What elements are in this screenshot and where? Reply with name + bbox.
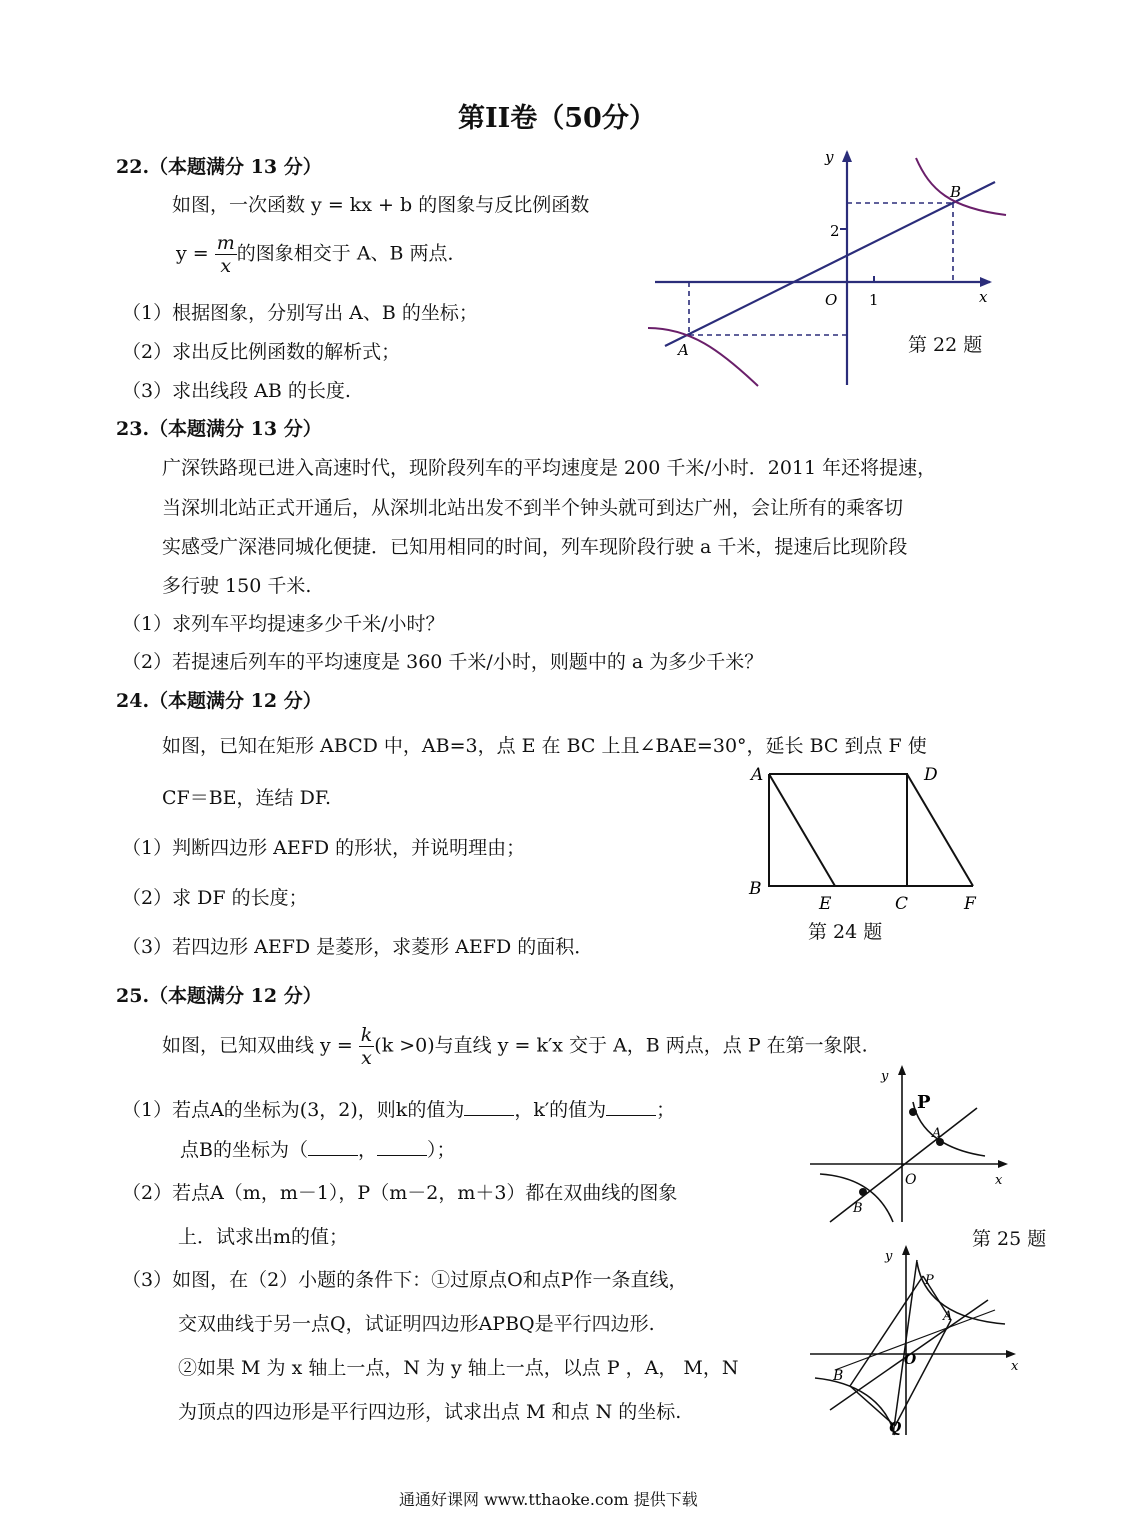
q25-frac-den: x <box>361 1047 372 1069</box>
q22-intro-a: 如图，一次函数 y = kx + b 的图象与反比例函数 <box>172 194 590 216</box>
b-x-answer-blank[interactable] <box>308 1141 358 1156</box>
q22-item-1: （1）根据图象，分别写出 A、B 的坐标； <box>122 302 478 324</box>
q22-label-x: x <box>979 288 988 306</box>
q24-label-f: F <box>964 894 976 914</box>
q23-item-1: （1）求列车平均提速多少千米/小时？ <box>122 613 445 635</box>
q22-caption: 第 22 题 <box>908 334 983 356</box>
page-title: 第II卷（50分） <box>458 103 656 134</box>
q24-label-a: A <box>751 765 764 785</box>
q25-f1-point-b <box>859 1188 867 1196</box>
q22-frac-den: x <box>220 255 232 277</box>
q22-label-1: 1 <box>869 291 879 309</box>
q24-line-1: 如图，已知在矩形 ABCD 中，AB=3，点 E 在 BC 上且∠BAE=30°，延长 BC 到点 F 使 <box>162 735 927 757</box>
q23-line-2: 当深圳北站正式开通后，从深圳北站出发不到半个钟头就可到达广州，会让所有的乘客切 <box>162 497 904 519</box>
q25-item-1-line-1 <box>122 1095 675 1122</box>
q23-item-2: （2）若提速后列车的平均速度是 360 千米/小时，则题中的 a 为多少千米？ <box>122 651 764 673</box>
q24-item-1: （1）判断四边形 AEFD 的形状，并说明理由； <box>122 837 526 859</box>
q25-f1-label-a: A <box>932 1126 942 1141</box>
q25-intro-pre: 如图，已知双曲线 y = <box>162 1034 353 1057</box>
q22-frac-num: m <box>216 232 235 254</box>
q23-line-4: 多行驶 150 千米. <box>162 575 312 597</box>
q24-item-2: （2）求 DF 的长度； <box>122 887 308 909</box>
q24-heading: 24.（本题满分 12 分） <box>116 690 322 712</box>
q25-f2-hyperbola-branch-1 <box>917 1262 1005 1324</box>
q22-label-2: 2 <box>830 222 840 240</box>
q24-rect-abcd <box>769 774 907 886</box>
q24-figure <box>740 760 990 920</box>
q25-item-1-line-2 <box>180 1135 456 1162</box>
q22-label-b: B <box>950 183 962 201</box>
q22-intro-b-pre: y = <box>176 242 209 265</box>
b-y-answer-blank[interactable] <box>377 1141 427 1156</box>
q25-item-1d: 点B的坐标为（ <box>180 1139 308 1161</box>
q22-label-a: A <box>678 341 689 359</box>
q25-f1-label-b: B <box>853 1201 863 1216</box>
q25-item-3-line-4: 为顶点的四边形是平行四边形，试求出点 M 和点 N 的坐标. <box>178 1401 682 1423</box>
q22-heading: 22.（本题满分 13 分） <box>116 156 322 178</box>
q25-item-1a: （1）若点A的坐标为(3，2)，则k的值为 <box>122 1099 465 1121</box>
k-answer-blank[interactable] <box>464 1101 514 1116</box>
q22-linear-graph <box>665 182 995 346</box>
q25-figure-1 <box>805 1062 1020 1230</box>
q25-frac-num: k <box>360 1024 373 1046</box>
q22-intro-b <box>176 232 467 277</box>
q24-label-c: C <box>895 894 909 914</box>
q23-line-1: 广深铁路现已进入高速时代，现阶段列车的平均速度是 200 千米/小时．2011 年还将提速， <box>162 457 937 479</box>
q25-item-3-line-3: ②如果 M 为 x 轴上一点，N 为 y 轴上一点，以点 P ，A， M，N <box>178 1357 739 1379</box>
q25-f2-label-q: Q <box>889 1420 902 1436</box>
q24-label-b: B <box>749 879 762 899</box>
q25-f2-label-y: y <box>885 1249 893 1264</box>
q25-intro <box>162 1024 868 1069</box>
q25-item-1e: ， <box>357 1139 377 1161</box>
q22-label-o: O <box>825 291 838 309</box>
q22-x-arrow <box>980 277 992 287</box>
q22-hyperbola-branch-2 <box>648 328 758 386</box>
q22-y-arrow <box>842 150 852 162</box>
q25-f1-label-p: P <box>917 1092 931 1113</box>
q25-f2-line-aq <box>895 1320 951 1426</box>
q24-segment-ae <box>769 774 835 886</box>
q25-f2-hyperbola-branch-2 <box>815 1378 895 1435</box>
q25-fraction <box>359 1024 375 1069</box>
q25-item-1b: ，k′的值为 <box>514 1099 607 1121</box>
k-prime-answer-blank[interactable] <box>606 1101 656 1116</box>
q25-caption: 第 25 题 <box>972 1228 1047 1250</box>
q24-label-d: D <box>924 765 938 785</box>
q23-heading: 23.（本题满分 13 分） <box>116 418 322 440</box>
q25-figure-2 <box>805 1240 1030 1440</box>
q24-item-3: （3）若四边形 AEFD 是菱形，求菱形 AEFD 的面积． <box>122 936 594 958</box>
q22-fraction <box>215 232 237 277</box>
q25-f1-label-o: O <box>905 1172 917 1188</box>
q24-caption: 第 24 题 <box>808 921 883 943</box>
q24-segment-df <box>907 774 973 886</box>
q24-line-2: CF＝BE，连结 DF. <box>162 787 332 809</box>
q25-item-1f: ）； <box>426 1139 456 1161</box>
q25-f2-label-p: P <box>925 1273 934 1288</box>
q25-f2-line-pb <box>850 1276 923 1386</box>
q25-item-3-line-2: 交双曲线于另一点Q，试证明四边形APBQ是平行四边形. <box>178 1313 655 1335</box>
q25-f2-label-b: B <box>833 1368 844 1384</box>
q25-f1-point-p <box>909 1108 917 1116</box>
q25-f2-label-o: O <box>904 1352 917 1368</box>
q25-f2-label-a: A <box>943 1309 953 1324</box>
q22-item-3: （3）求出线段 AB 的长度. <box>122 380 351 402</box>
q22-label-y: y <box>825 148 834 166</box>
q25-heading: 25.（本题满分 12 分） <box>116 985 322 1007</box>
q22-intro-b-post: 的图象相交于 A、B 两点． <box>236 242 467 265</box>
q23-line-3: 实感受广深港同城化便捷．已知用相同的时间，列车现阶段行驶 a 千米，提速后比现阶段 <box>162 536 908 558</box>
q25-item-2-line-2: 上．试求出m的值； <box>178 1226 349 1248</box>
q25-f2-label-x: x <box>1011 1359 1019 1374</box>
q25-f1-label-x: x <box>995 1173 1003 1188</box>
q22-item-2: （2）求出反比例函数的解析式； <box>122 341 401 363</box>
q25-intro-post: (k >0)与直线 y = k′x 交于 A，B 两点，点 P 在第一象限. <box>374 1034 868 1057</box>
q25-item-2-line-1: （2）若点A（m，m－1），P（m－2，m＋3）都在双曲线的图象 <box>122 1182 678 1204</box>
q25-item-1c: ； <box>656 1099 676 1121</box>
q24-label-e: E <box>819 894 832 914</box>
q25-f1-label-y: y <box>881 1069 889 1084</box>
footer-text: 通通好课网 www.tthaoke.com 提供下载 <box>399 1490 698 1509</box>
q25-item-3-line-1: （3）如图，在（2）小题的条件下：①过原点O和点P作一条直线， <box>122 1269 688 1291</box>
